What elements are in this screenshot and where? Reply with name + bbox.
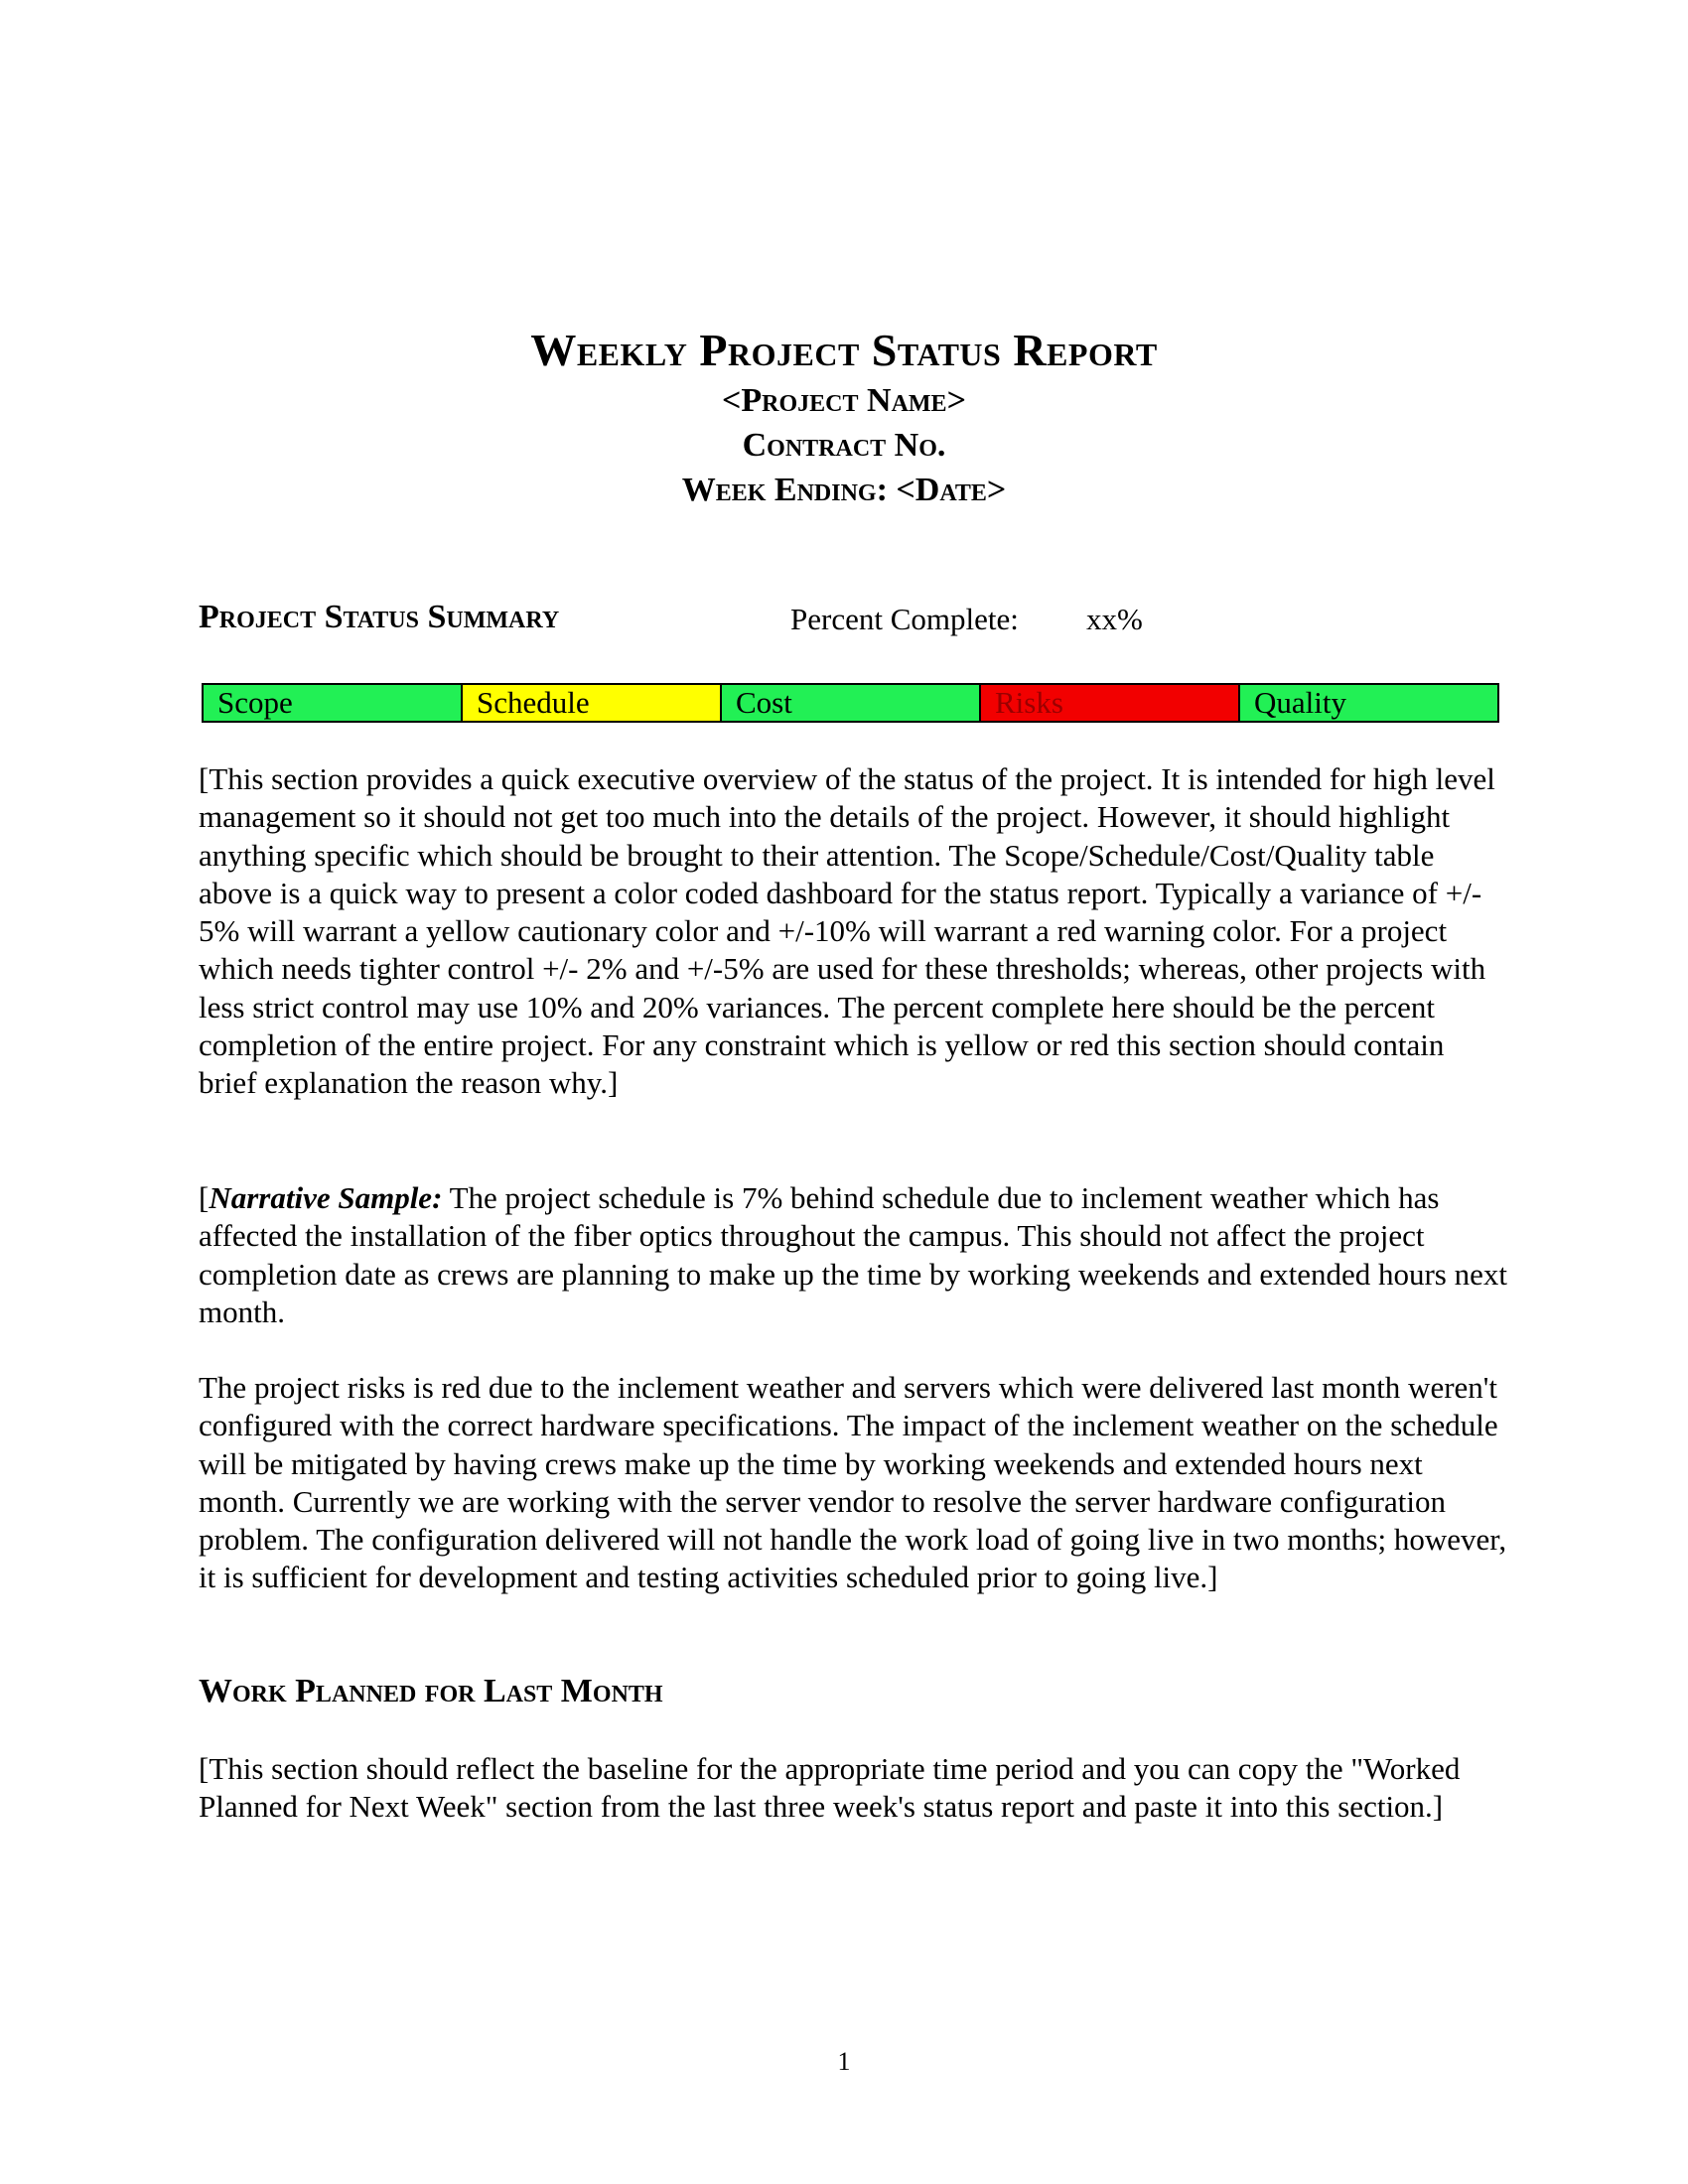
work-planned-heading: Work Planned for Last Month <box>199 1673 663 1709</box>
contract-number: Contract No. <box>742 427 946 464</box>
week-ending: Week Ending: <Date> <box>681 472 1007 508</box>
percent-complete-label: Percent Complete: <box>790 602 1019 636</box>
narrative-sample-paragraph <box>199 1179 1509 1331</box>
page-number: 1 <box>837 2047 851 2076</box>
percent-complete-value: xx% <box>1086 602 1143 636</box>
status-cell-schedule: Schedule <box>462 684 721 722</box>
summary-overview-paragraph: [This section provides a quick executive overview of the status of the project. It is intended for high level management so it should not get too much into the details of the project. However, it should highlight anything specific which should be brought to their attention. The Scope/Schedule/Cost/Quality table above is a quick way to present a color coded dashboard for the status report. Typically a variance of +/- 5% will warrant a yellow cautionary color and +/-10% will warrant a red warning color. For a project which needs tighter control +/- 2% and +/-5% are used for these thresholds; whereas, other projects with less strict control may use 10% and 20% variances. The percent complete here should be the percent completion of the entire project. For any constraint which is yellow or red this section should contain brief explanation the reason why.] <box>199 761 1495 1101</box>
narrative-sample-label: Narrative Sample: <box>209 1180 443 1215</box>
report-title: Weekly Project Status Report <box>530 325 1158 375</box>
narrative-open-bracket: [ <box>199 1180 210 1215</box>
status-cell-risks: Risks <box>980 684 1239 722</box>
status-dashboard-row <box>203 684 1498 722</box>
project-name: <Project Name> <box>722 382 966 419</box>
status-dashboard-table <box>202 683 1499 723</box>
status-cell-scope: Scope <box>203 684 462 722</box>
status-cell-quality: Quality <box>1239 684 1498 722</box>
risks-explanation-paragraph: The project risks is red due to the inclement weather and servers which were delivered last month weren't configured with the correct hardware specifications. The impact of the inclement weather on the schedule will be mitigated by having crews make up the time by working weekends and extended hours next month. Currently we are working with the server vendor to resolve the server hardware configuration problem. The configuration delivered will not handle the work load of going live in two months; however, it is sufficient for development and testing activities scheduled prior to going live.] <box>199 1370 1507 1595</box>
work-planned-paragraph: [This section should reflect the baseline for the appropriate time period and you can copy the "Worked Planned for Next Week" section from the last three week's status report and paste it into this section.] <box>199 1751 1461 1825</box>
narrative-sample-text: The project schedule is 7% behind schedule due to inclement weather which has affected the installation of the fiber optics throughout the campus. This should not affect the project completion date as crews are planning to make up the time by working weekends and extended hours next month. <box>199 1180 1507 1329</box>
status-summary-heading: Project Status Summary <box>199 599 560 635</box>
status-cell-cost: Cost <box>721 684 980 722</box>
title-block <box>0 323 1688 512</box>
